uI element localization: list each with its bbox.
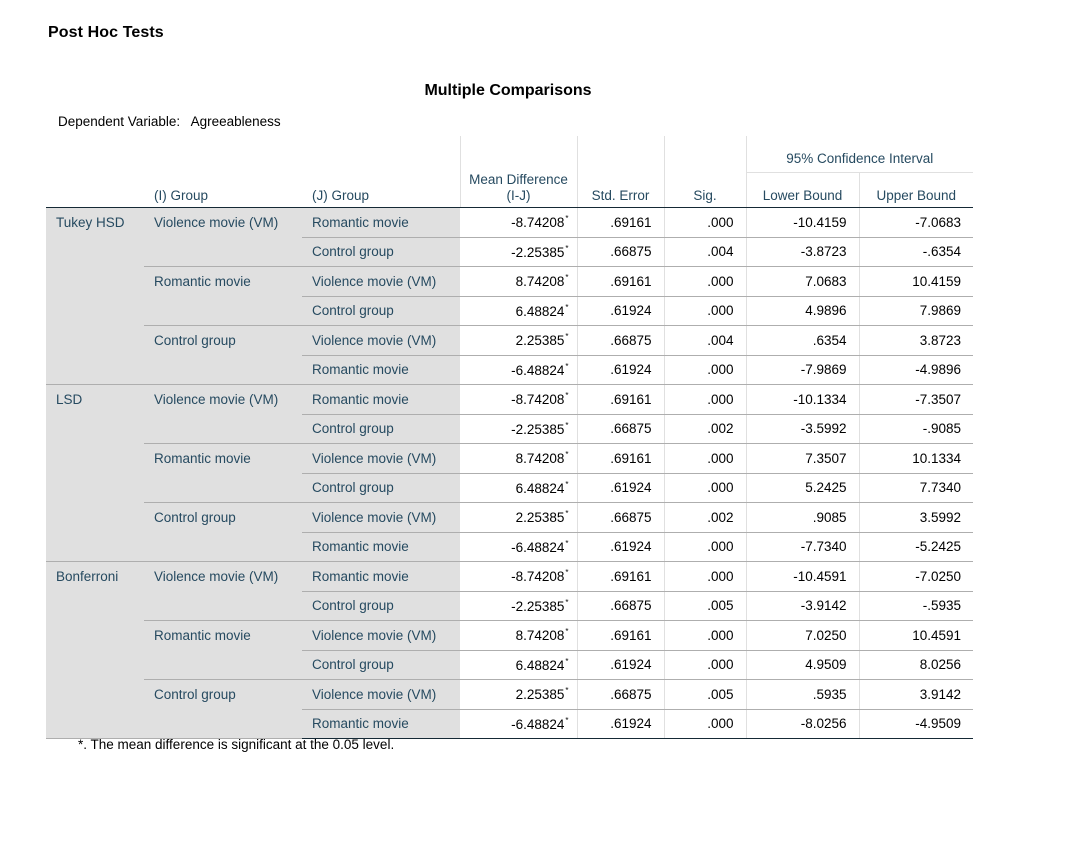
sig-cell: .000	[664, 532, 746, 562]
mean-difference-value: 8.74208	[515, 274, 565, 290]
lower-bound-cell: 5.2425	[746, 473, 859, 503]
lower-bound-cell: -8.0256	[746, 709, 859, 739]
mean-difference-value: 2.25385	[515, 510, 565, 526]
sig-cell: .005	[664, 680, 746, 710]
mean-difference-value: -2.25385	[511, 421, 565, 437]
j-group-label: Romantic movie	[302, 355, 460, 385]
significance-marker: *	[565, 568, 569, 578]
table-row	[46, 444, 973, 474]
i-group-label: Violence movie (VM)	[144, 208, 302, 267]
header-spacer-j	[302, 136, 460, 173]
mean-difference-cell	[460, 296, 577, 326]
upper-bound-cell: -4.9509	[859, 709, 973, 739]
method-label: Tukey HSD	[46, 208, 144, 385]
method-label: LSD	[46, 385, 144, 562]
mean-difference-cell	[460, 385, 577, 415]
i-group-label: Romantic movie	[144, 444, 302, 503]
significance-marker: *	[565, 332, 569, 342]
j-group-label: Romantic movie	[302, 532, 460, 562]
mean-difference-value: -8.74208	[511, 569, 565, 585]
std-error-cell: .61924	[577, 355, 664, 385]
table-row	[46, 326, 973, 356]
lower-bound-cell: -3.5992	[746, 414, 859, 444]
i-group-label: Violence movie (VM)	[144, 385, 302, 444]
std-error-cell: .61924	[577, 709, 664, 739]
mean-difference-cell	[460, 237, 577, 267]
std-error-cell: .69161	[577, 385, 664, 415]
mean-difference-cell	[460, 414, 577, 444]
dependent-variable	[58, 114, 281, 129]
lower-bound-cell: .9085	[746, 503, 859, 533]
sig-cell: .000	[664, 208, 746, 238]
mean-difference-cell	[460, 591, 577, 621]
std-error-cell: .69161	[577, 267, 664, 297]
i-group-label: Violence movie (VM)	[144, 562, 302, 621]
j-group-label: Violence movie (VM)	[302, 680, 460, 710]
header-method	[46, 173, 144, 208]
header-std-error: Std. Error	[577, 173, 664, 208]
upper-bound-cell: -.5935	[859, 591, 973, 621]
header-sig: Sig.	[664, 173, 746, 208]
sig-cell: .000	[664, 621, 746, 651]
j-group-label: Romantic movie	[302, 385, 460, 415]
header-spacer-sig	[664, 136, 746, 173]
std-error-cell: .66875	[577, 237, 664, 267]
mean-difference-cell	[460, 709, 577, 739]
lower-bound-cell: 4.9896	[746, 296, 859, 326]
mean-difference-value: 6.48824	[515, 657, 565, 673]
sig-cell: .000	[664, 296, 746, 326]
upper-bound-cell: -7.3507	[859, 385, 973, 415]
i-group-label: Control group	[144, 680, 302, 739]
lower-bound-cell: .5935	[746, 680, 859, 710]
mean-difference-value: 6.48824	[515, 303, 565, 319]
j-group-label: Control group	[302, 650, 460, 680]
dependent-variable-label: Dependent Variable:	[58, 114, 181, 129]
mean-difference-value: -2.25385	[511, 244, 565, 260]
table-row	[46, 208, 973, 238]
mean-difference-value: 2.25385	[515, 687, 565, 703]
header-j-group: (J) Group	[302, 173, 460, 208]
mean-difference-cell	[460, 503, 577, 533]
std-error-cell: .66875	[577, 414, 664, 444]
sig-cell: .000	[664, 267, 746, 297]
header-confidence-interval: 95% Confidence Interval	[746, 136, 973, 173]
lower-bound-cell: -10.4159	[746, 208, 859, 238]
j-group-label: Violence movie (VM)	[302, 503, 460, 533]
footnote: *. The mean difference is significant at the 0.05 level.	[78, 737, 395, 752]
significance-marker: *	[565, 656, 569, 666]
j-group-label: Violence movie (VM)	[302, 326, 460, 356]
sig-cell: .000	[664, 709, 746, 739]
std-error-cell: .61924	[577, 532, 664, 562]
table-row	[46, 267, 973, 297]
significance-marker: *	[565, 509, 569, 519]
upper-bound-cell: -7.0250	[859, 562, 973, 592]
mean-difference-cell	[460, 650, 577, 680]
lower-bound-cell: 4.9509	[746, 650, 859, 680]
header-upper-bound: Upper Bound	[859, 173, 973, 208]
std-error-cell: .69161	[577, 621, 664, 651]
mean-difference-cell	[460, 355, 577, 385]
std-error-cell: .69161	[577, 444, 664, 474]
j-group-label: Romantic movie	[302, 208, 460, 238]
mean-difference-cell	[460, 473, 577, 503]
sig-cell: .000	[664, 562, 746, 592]
upper-bound-cell: 10.4591	[859, 621, 973, 651]
significance-marker: *	[565, 715, 569, 725]
significance-marker: *	[565, 686, 569, 696]
header-i-group: (I) Group	[144, 173, 302, 208]
mean-difference-value: -2.25385	[511, 598, 565, 614]
mean-difference-cell	[460, 621, 577, 651]
lower-bound-cell: -3.9142	[746, 591, 859, 621]
significance-marker: *	[565, 627, 569, 637]
table-row	[46, 680, 973, 710]
sig-cell: .002	[664, 414, 746, 444]
mean-difference-cell	[460, 208, 577, 238]
lower-bound-cell: -7.7340	[746, 532, 859, 562]
mean-difference-value: 8.74208	[515, 451, 565, 467]
upper-bound-cell: -.9085	[859, 414, 973, 444]
significance-marker: *	[565, 214, 569, 224]
j-group-label: Control group	[302, 414, 460, 444]
mean-difference-cell	[460, 680, 577, 710]
std-error-cell: .61924	[577, 650, 664, 680]
i-group-label: Control group	[144, 503, 302, 562]
significance-marker: *	[565, 450, 569, 460]
table-title: Multiple Comparisons	[424, 82, 592, 99]
j-group-label: Control group	[302, 237, 460, 267]
header-mean-difference: Mean Difference (I-J)	[460, 136, 577, 208]
upper-bound-cell: 8.0256	[859, 650, 973, 680]
multiple-comparisons-table	[46, 136, 973, 739]
std-error-cell: .66875	[577, 326, 664, 356]
sig-cell: .000	[664, 650, 746, 680]
mean-difference-value: -6.48824	[511, 716, 565, 732]
table-row	[46, 562, 973, 592]
upper-bound-cell: 3.9142	[859, 680, 973, 710]
significance-marker: *	[565, 391, 569, 401]
std-error-cell: .66875	[577, 680, 664, 710]
table-row	[46, 621, 973, 651]
upper-bound-cell: -5.2425	[859, 532, 973, 562]
significance-marker: *	[565, 597, 569, 607]
section-title: Post Hoc Tests	[48, 24, 164, 41]
std-error-cell: .69161	[577, 208, 664, 238]
j-group-label: Romantic movie	[302, 709, 460, 739]
sig-cell: .005	[664, 591, 746, 621]
significance-marker: *	[565, 420, 569, 430]
lower-bound-cell: 7.3507	[746, 444, 859, 474]
mean-difference-value: 6.48824	[515, 480, 565, 496]
std-error-cell: .61924	[577, 296, 664, 326]
j-group-label: Violence movie (VM)	[302, 621, 460, 651]
upper-bound-cell: 10.1334	[859, 444, 973, 474]
significance-marker: *	[565, 302, 569, 312]
j-group-label: Control group	[302, 473, 460, 503]
mean-difference-cell	[460, 532, 577, 562]
sig-cell: .000	[664, 444, 746, 474]
std-error-cell: .66875	[577, 503, 664, 533]
mean-difference-value: 2.25385	[515, 333, 565, 349]
upper-bound-cell: 3.8723	[859, 326, 973, 356]
upper-bound-cell: 7.9869	[859, 296, 973, 326]
std-error-cell: .66875	[577, 591, 664, 621]
table-row	[46, 385, 973, 415]
mean-difference-cell	[460, 444, 577, 474]
i-group-label: Romantic movie	[144, 621, 302, 680]
significance-marker: *	[565, 538, 569, 548]
header-spacer-se	[577, 136, 664, 173]
significance-marker: *	[565, 243, 569, 253]
lower-bound-cell: -10.4591	[746, 562, 859, 592]
i-group-label: Romantic movie	[144, 267, 302, 326]
upper-bound-cell: 10.4159	[859, 267, 973, 297]
lower-bound-cell: 7.0683	[746, 267, 859, 297]
upper-bound-cell: -7.0683	[859, 208, 973, 238]
upper-bound-cell: 7.7340	[859, 473, 973, 503]
significance-marker: *	[565, 479, 569, 489]
upper-bound-cell: -.6354	[859, 237, 973, 267]
table-row	[46, 503, 973, 533]
sig-cell: .000	[664, 385, 746, 415]
header-row-top	[46, 136, 973, 173]
lower-bound-cell: -10.1334	[746, 385, 859, 415]
sig-cell: .002	[664, 503, 746, 533]
table-body	[46, 208, 973, 739]
dependent-variable-value: Agreeableness	[190, 114, 281, 129]
header-spacer-i	[144, 136, 302, 173]
lower-bound-cell: -7.9869	[746, 355, 859, 385]
j-group-label: Romantic movie	[302, 562, 460, 592]
mean-difference-value: -8.74208	[511, 215, 565, 231]
std-error-cell: .61924	[577, 473, 664, 503]
lower-bound-cell: 7.0250	[746, 621, 859, 651]
lower-bound-cell: .6354	[746, 326, 859, 356]
significance-marker: *	[565, 361, 569, 371]
sig-cell: .004	[664, 326, 746, 356]
sig-cell: .000	[664, 473, 746, 503]
mean-difference-value: -8.74208	[511, 392, 565, 408]
j-group-label: Violence movie (VM)	[302, 267, 460, 297]
significance-marker: *	[565, 273, 569, 283]
upper-bound-cell: 3.5992	[859, 503, 973, 533]
i-group-label: Control group	[144, 326, 302, 385]
sig-cell: .000	[664, 355, 746, 385]
sig-cell: .004	[664, 237, 746, 267]
std-error-cell: .69161	[577, 562, 664, 592]
j-group-label: Violence movie (VM)	[302, 444, 460, 474]
method-label: Bonferroni	[46, 562, 144, 739]
j-group-label: Control group	[302, 296, 460, 326]
mean-difference-value: -6.48824	[511, 362, 565, 378]
lower-bound-cell: -3.8723	[746, 237, 859, 267]
mean-difference-cell	[460, 267, 577, 297]
mean-difference-cell	[460, 562, 577, 592]
mean-difference-cell	[460, 326, 577, 356]
header-lower-bound: Lower Bound	[746, 173, 859, 208]
j-group-label: Control group	[302, 591, 460, 621]
mean-difference-value: -6.48824	[511, 539, 565, 555]
upper-bound-cell: -4.9896	[859, 355, 973, 385]
header-corner	[46, 136, 144, 173]
mean-difference-value: 8.74208	[515, 628, 565, 644]
